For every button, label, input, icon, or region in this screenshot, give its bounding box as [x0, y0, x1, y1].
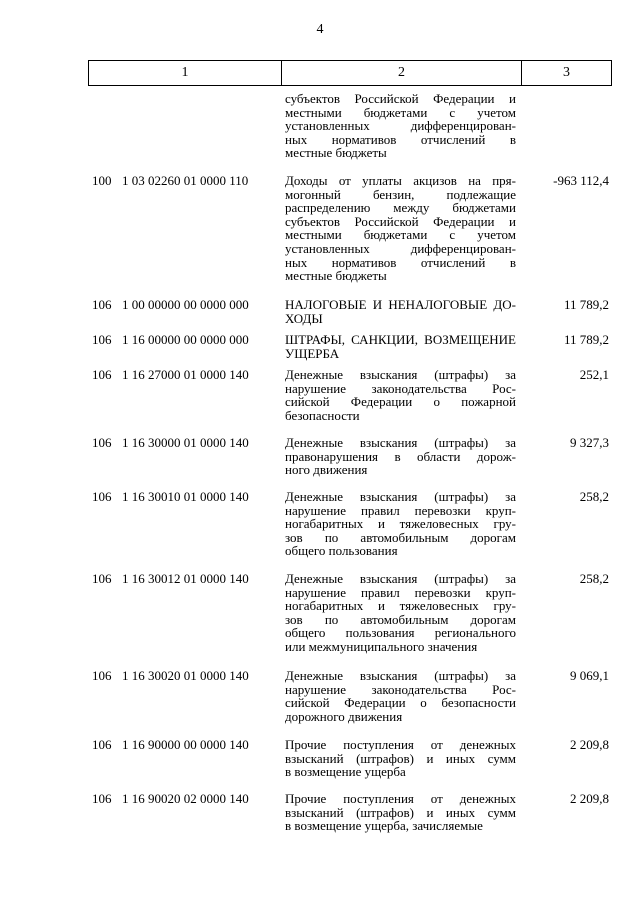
- amount: 2 209,8: [570, 791, 609, 806]
- row-description: [285, 174, 516, 283]
- classification-code: 1 16 00000 00 0000 000: [122, 332, 249, 347]
- description-line: местные бюджеты: [285, 145, 387, 161]
- classification-code: 1 16 90000 00 0000 140: [122, 737, 249, 752]
- description-line: нарушение законодательства Рос-: [285, 681, 516, 697]
- budget-code: [92, 174, 277, 188]
- admin-code: 100: [92, 173, 112, 188]
- description-line: Денежные взыскания (штрафы) за: [285, 571, 516, 586]
- header-col-1: 1: [89, 61, 282, 85]
- amount: 258,2: [579, 571, 609, 586]
- description-line: ных нормативов отчислений в: [285, 131, 516, 147]
- row-description: [285, 490, 516, 558]
- description-line: распределению между бюджетами: [285, 200, 516, 216]
- budget-code: [92, 436, 277, 450]
- description-line: дорожного движения: [285, 708, 403, 724]
- budget-code: [92, 738, 277, 752]
- description-line: взысканий (штрафов) и иных сумм: [285, 750, 516, 766]
- row-description: [285, 333, 516, 360]
- description-line: местными бюджетами с учетом: [285, 227, 516, 243]
- description-line: Прочие поступления от денежных: [285, 737, 516, 752]
- admin-code: 106: [92, 668, 112, 683]
- amount: 9 327,3: [570, 435, 609, 450]
- amount: 2 209,8: [570, 737, 609, 752]
- description-line: Денежные взыскания (штрафы) за: [285, 668, 516, 683]
- description-line: установленных дифференцирован-: [285, 240, 516, 256]
- admin-code: 106: [92, 332, 112, 347]
- description-line: могонный бензин, подлежащие: [285, 186, 516, 202]
- description-line: общего пользования: [285, 543, 398, 559]
- classification-code: 1 16 27000 01 0000 140: [122, 367, 249, 382]
- description-line: Прочие поступления от денежных: [285, 791, 516, 806]
- description-line: ных нормативов отчислений в: [285, 254, 516, 270]
- description-line: ногабаритных и тяжеловесных гру-: [285, 516, 516, 532]
- classification-code: 1 16 90020 02 0000 140: [122, 791, 249, 806]
- classification-code: 1 16 30012 01 0000 140: [122, 571, 249, 586]
- budget-code: [92, 298, 277, 312]
- budget-code: [92, 368, 277, 382]
- description-line: ного движения: [285, 462, 368, 478]
- description-line: взысканий (штрафов) и иных сумм: [285, 804, 516, 820]
- classification-code: 1 16 30020 01 0000 140: [122, 668, 249, 683]
- description-line: безопасности: [285, 407, 360, 423]
- header-col-3: 3: [563, 65, 570, 80]
- description-line: в возмещение ущерба, зачисляемые: [285, 818, 483, 834]
- description-line: установленных дифференцирован-: [285, 118, 516, 134]
- description-line: или межмуниципального значения: [285, 638, 478, 654]
- description-line: НАЛОГОВЫЕ И НЕНАЛОГОВЫЕ ДО-: [285, 297, 516, 312]
- budget-code: [92, 669, 277, 683]
- description-line: ногабаритных и тяжеловесных гру-: [285, 598, 516, 614]
- row-description: [285, 792, 516, 833]
- description-line: Денежные взыскания (штрафы) за: [285, 367, 516, 382]
- header-col-2: 2: [282, 61, 522, 85]
- classification-code: 1 16 30000 01 0000 140: [122, 435, 249, 450]
- description-line: общего пользования регионального: [285, 625, 516, 641]
- description-line: Денежные взыскания (штрафы) за: [285, 489, 516, 504]
- page-number: 4: [316, 22, 324, 37]
- row-description: [285, 572, 516, 654]
- amount: 252,1: [579, 367, 609, 382]
- amount: 11 789,2: [563, 297, 609, 312]
- amount: 11 789,2: [563, 332, 609, 347]
- description-line: УЩЕРБА: [285, 345, 340, 361]
- admin-code: 106: [92, 791, 112, 806]
- row-description: [285, 298, 516, 325]
- description-line: ХОДЫ: [285, 310, 323, 326]
- description-line: зов по автомобильным дорогам: [285, 611, 516, 627]
- description-line: нарушение законодательства Рос-: [285, 380, 516, 396]
- description-line: субъектов Российской Федерации и: [285, 91, 516, 106]
- table-header: [88, 60, 612, 86]
- description-line: нарушение правил перевозки круп-: [285, 584, 516, 600]
- admin-code: 106: [92, 737, 112, 752]
- description-line: сийской Федерации о пожарной: [285, 394, 516, 410]
- row-description: [285, 92, 516, 160]
- amount: -963 112,4: [553, 173, 609, 188]
- description-line: правонарушения в области дорож-: [285, 448, 516, 464]
- description-line: сийской Федерации о безопасности: [285, 695, 516, 711]
- classification-code: 1 00 00000 00 0000 000: [122, 297, 249, 312]
- description-line: нарушение правил перевозки круп-: [285, 502, 516, 518]
- description-line: Денежные взыскания (штрафы) за: [285, 435, 516, 450]
- budget-code: [92, 792, 277, 806]
- admin-code: 106: [92, 489, 112, 504]
- description-line: местными бюджетами с учетом: [285, 104, 516, 120]
- description-line: ШТРАФЫ, САНКЦИИ, ВОЗМЕЩЕНИЕ: [285, 332, 516, 347]
- description-line: местные бюджеты: [285, 268, 387, 284]
- row-description: [285, 436, 516, 477]
- budget-code: [92, 572, 277, 586]
- row-description: [285, 738, 516, 779]
- description-line: Доходы от уплаты акцизов на пря-: [285, 173, 516, 188]
- description-line: субъектов Российской Федерации и: [285, 213, 516, 229]
- row-description: [285, 669, 516, 723]
- budget-code: [92, 92, 277, 106]
- admin-code: 106: [92, 571, 112, 586]
- amount: 9 069,1: [570, 668, 609, 683]
- row-description: [285, 368, 516, 422]
- amount: 258,2: [579, 489, 609, 504]
- admin-code: 106: [92, 435, 112, 450]
- admin-code: 106: [92, 297, 112, 312]
- budget-code: [92, 490, 277, 504]
- admin-code: 106: [92, 367, 112, 382]
- description-line: в возмещение ущерба: [285, 764, 406, 780]
- classification-code: 1 03 02260 01 0000 110: [122, 173, 249, 188]
- classification-code: 1 16 30010 01 0000 140: [122, 489, 249, 504]
- budget-code: [92, 333, 277, 347]
- description-line: зов по автомобильным дорогам: [285, 529, 516, 545]
